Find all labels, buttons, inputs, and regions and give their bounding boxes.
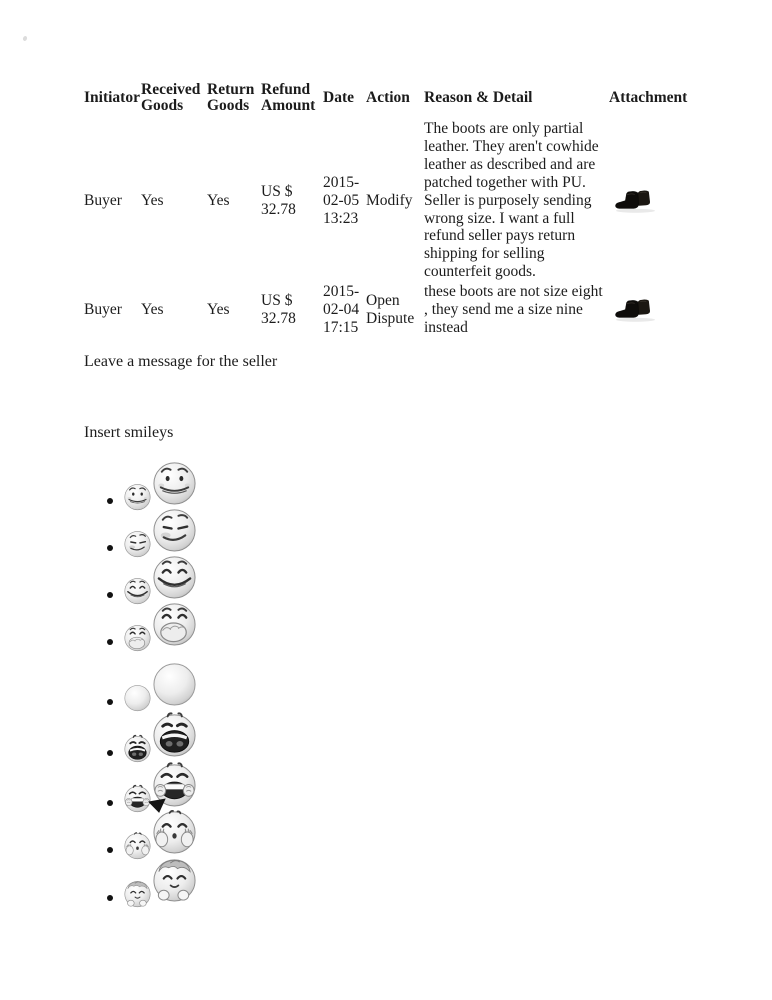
- dispute-history-table: [84, 79, 690, 338]
- col-header-received-goods: Received Goods: [141, 80, 201, 114]
- black-boots-photo-thumbnail[interactable]: [612, 188, 659, 214]
- smiley-option-lol[interactable]: [104, 711, 214, 761]
- col-header-refund-amount: Refund Amount: [261, 80, 316, 114]
- list-bullet: [107, 699, 113, 705]
- return-goods-value: Yes: [207, 191, 230, 209]
- smiley-option-smirk[interactable]: [104, 506, 214, 556]
- reason-detail-text: these boots are not size eight , they send me a size nine instead: [424, 283, 603, 336]
- date-value: 2015-02-05 13:23: [323, 173, 360, 227]
- smiley-option-cute-hair[interactable]: [104, 856, 214, 906]
- table-row: [84, 282, 690, 338]
- cute-hair-paws-smiley-icon: [151, 856, 198, 903]
- giggle-hand-over-mouth-smiley-icon: [123, 623, 152, 652]
- cute-hair-paws-smiley-icon: [123, 879, 152, 908]
- smirk-smiley-icon: [151, 506, 198, 553]
- blank-ball-smiley-icon: [151, 660, 198, 707]
- initiator-value: Buyer: [84, 301, 122, 319]
- received-goods-value: Yes: [141, 191, 164, 209]
- table-header-row: [84, 79, 690, 117]
- list-bullet: [107, 847, 113, 853]
- refund-amount-value: US $ 32.78: [261, 292, 296, 328]
- table-row: [84, 119, 690, 282]
- smiley-option-laugh-squint[interactable]: [104, 553, 214, 603]
- smiley-option-giggle-hand[interactable]: [104, 600, 214, 650]
- insert-smileys-label: Insert smileys: [84, 424, 174, 441]
- smiley-option-shy[interactable]: [104, 808, 214, 858]
- black-boots-photo-thumbnail[interactable]: [612, 297, 659, 323]
- action-value: Open Dispute: [366, 292, 415, 328]
- col-header-attachment: Attachment: [609, 88, 688, 106]
- refund-amount-value: US $ 32.78: [261, 182, 296, 218]
- list-bullet: [107, 895, 113, 901]
- list-bullet: [107, 592, 113, 598]
- return-goods-value: Yes: [207, 301, 230, 319]
- lol-open-mouth-smiley-icon: [151, 711, 198, 758]
- col-header-reason-detail: Reason & Detail: [424, 88, 533, 106]
- col-header-return-goods: Return Goods: [207, 80, 255, 114]
- list-bullet: [107, 498, 113, 504]
- laugh-squint-smiley-icon: [151, 553, 198, 600]
- date-value: 2015-02-04 17:15: [323, 283, 360, 336]
- action-value: Modify: [366, 191, 413, 209]
- attachment-cell: [609, 282, 690, 338]
- lol-open-mouth-smiley-icon: [123, 734, 152, 763]
- giggle-hand-over-mouth-smiley-icon: [151, 600, 198, 647]
- col-header-initiator: Initiator: [84, 88, 140, 106]
- list-bullet: [107, 750, 113, 756]
- blank-ball-smiley-icon: [123, 683, 152, 712]
- smiley-option-blank[interactable]: [104, 660, 214, 710]
- list-bullet: [107, 639, 113, 645]
- grin-smiley-icon: [151, 459, 198, 506]
- col-header-date: Date: [323, 88, 354, 106]
- leave-message-label: Leave a message for the seller: [84, 353, 278, 370]
- col-header-action: Action: [366, 88, 410, 106]
- list-bullet: [107, 800, 113, 806]
- smiley-option-grin[interactable]: [104, 459, 214, 509]
- attachment-cell: [609, 119, 690, 282]
- scan-artifact: [22, 35, 27, 41]
- shy-hands-on-cheeks-smiley-icon: [151, 808, 198, 855]
- reason-detail-text: The boots are only partial leather. They aren't cowhide leather as described and are patched together with PU. Seller is purposely sending wrong size. I want a full refund seller pays return shipping for selling counterfeit goods.: [424, 120, 599, 281]
- initiator-value: Buyer: [84, 191, 122, 209]
- received-goods-value: Yes: [141, 301, 164, 319]
- list-bullet: [107, 545, 113, 551]
